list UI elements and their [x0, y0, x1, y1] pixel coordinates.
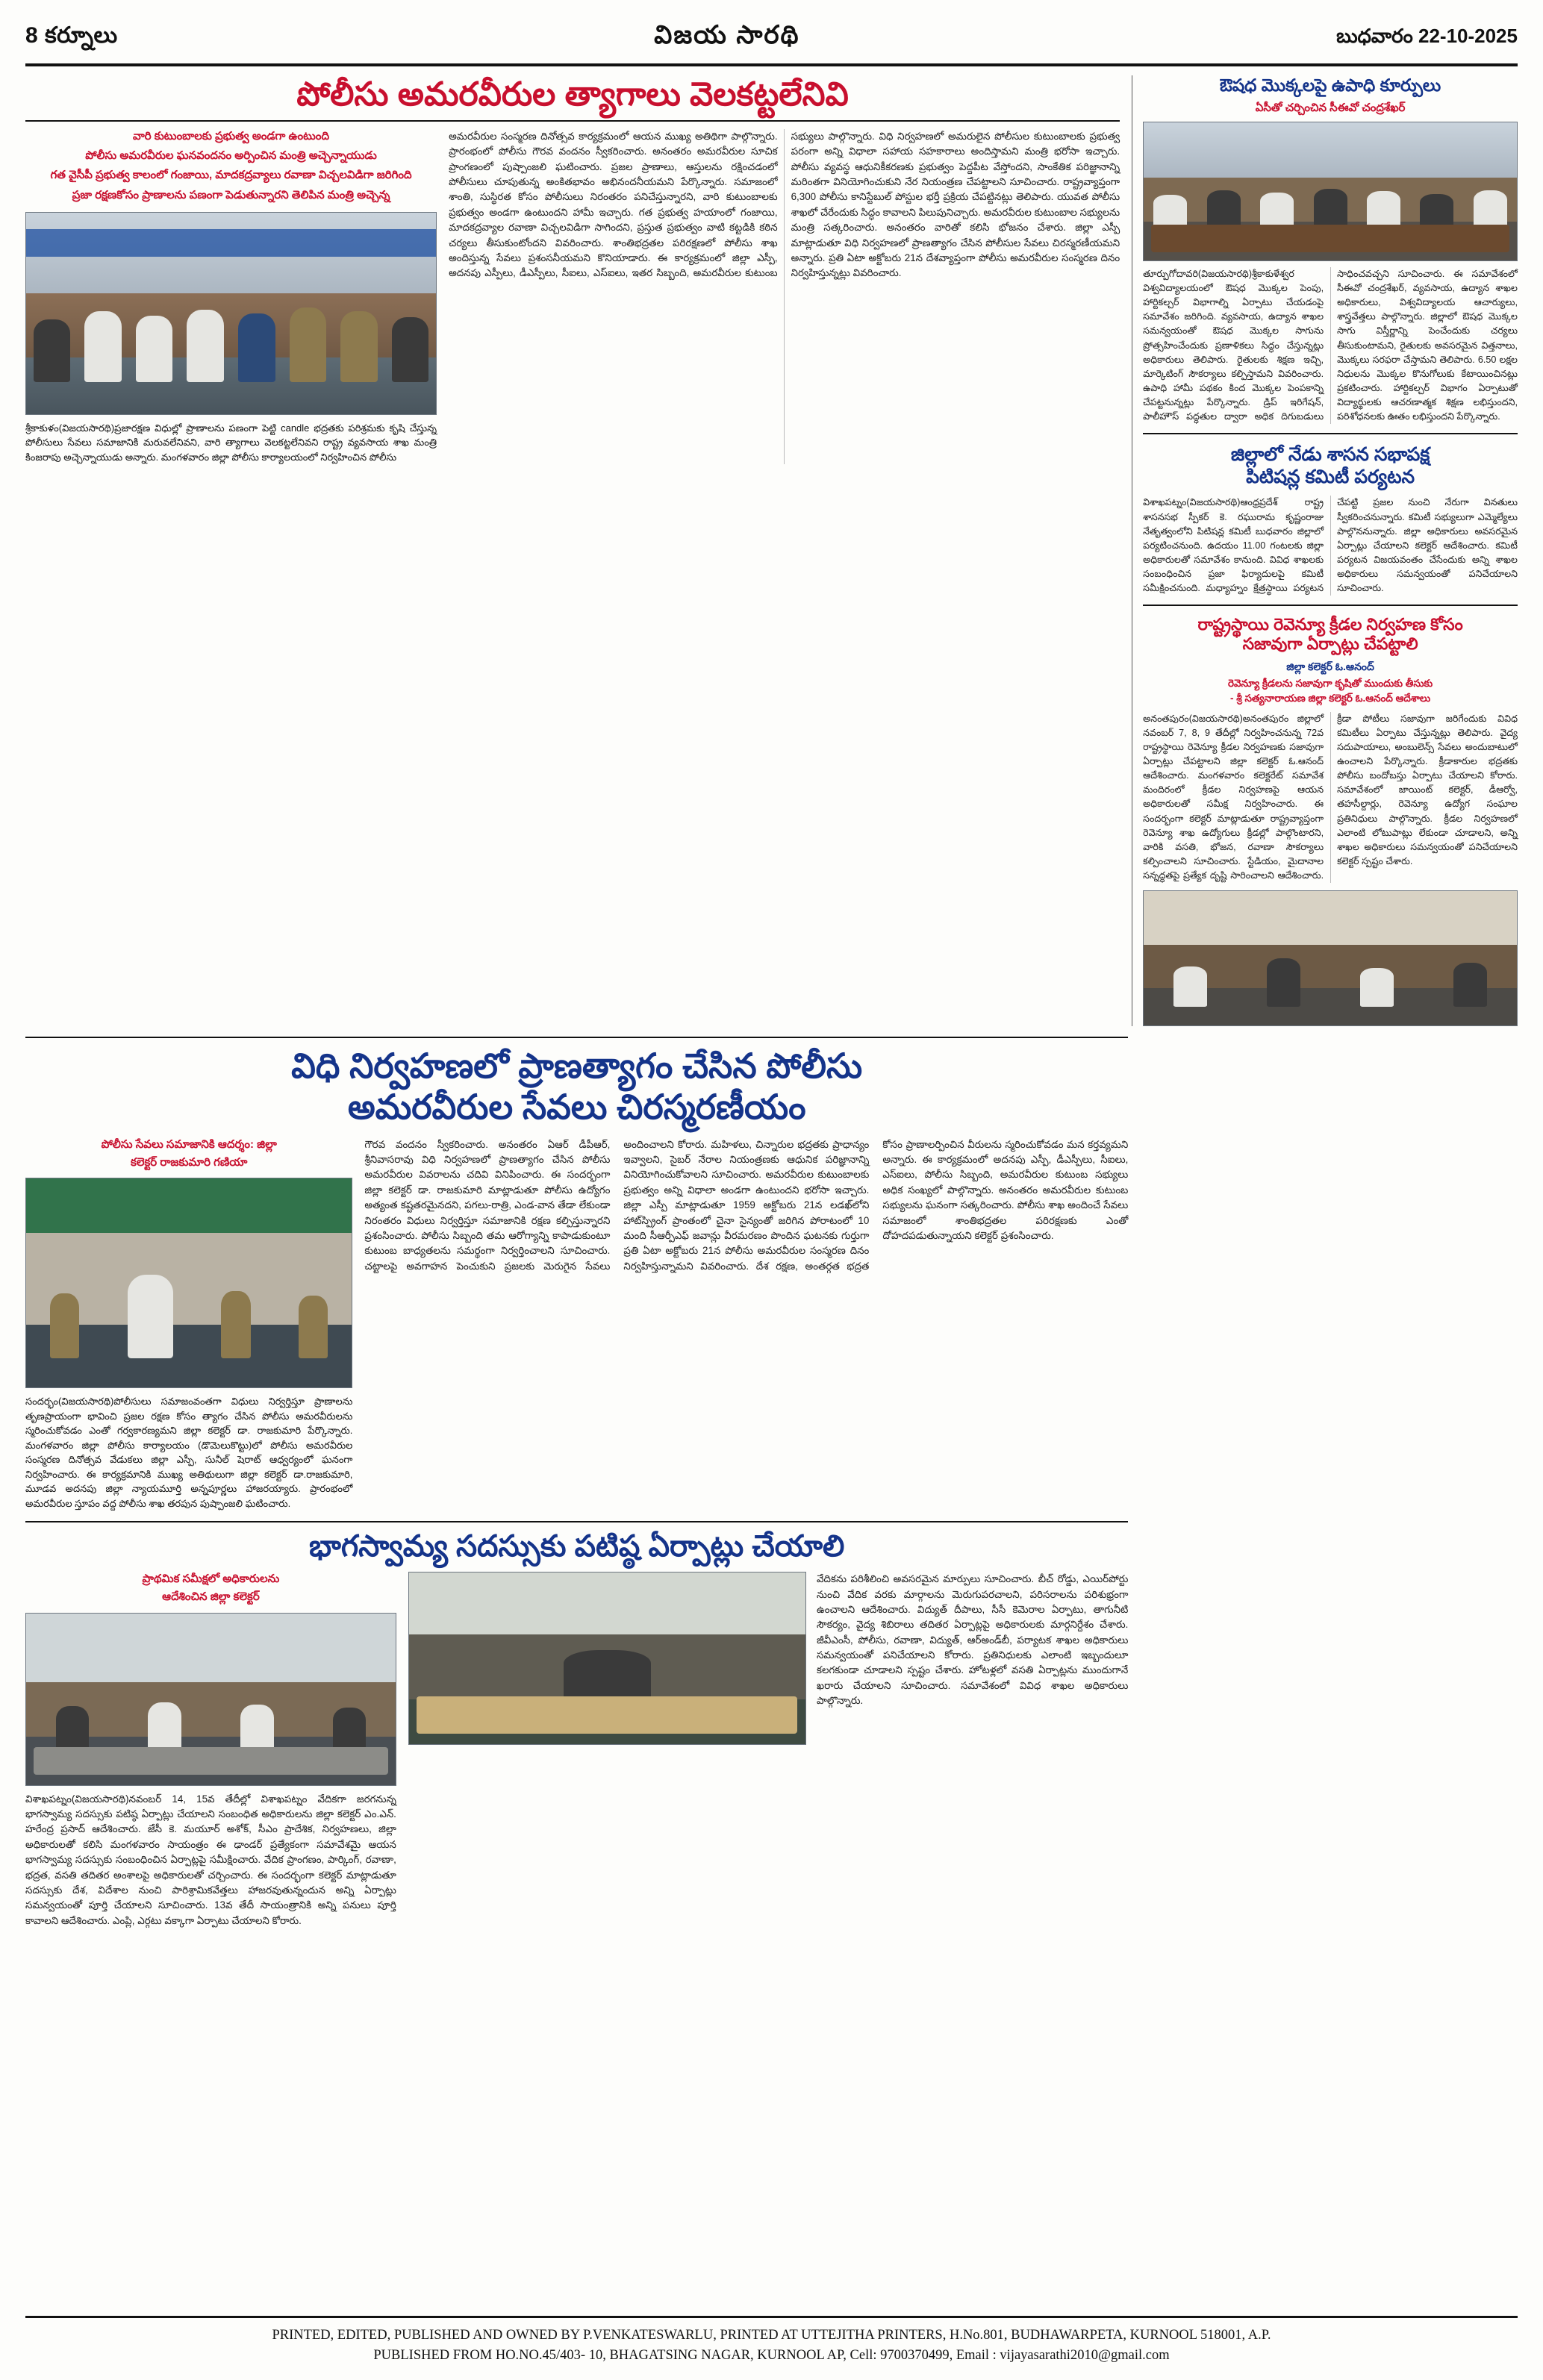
- article2-body: గౌరవ వందనం స్వీకరించారు. అనంతరం ఏఆర్ డీపీఆర్, శ్రీనివాసరావు విధి నిర్వహణలో ప్రాణత్యాగం చేసిన పోలీసు అమరవీరుల వివరాలను చదివి వినిపించారు. ఈ సందర్భంగా జిల్లా కలెక్టర్ డా. రాజకుమారి మాట్లాడుతూ పోలీసు ఉద్యోగం అత్యంత కష్టతరమైనదని, పగలు-రాత్రి, ఎండ-వాన తేడా లేకుండా నిరంతరం విధులు నిర్వర్తిస్తూ సమాజానికి రక్షణ కల్పిస్తున్నారని ప్రశంసించారు. పోలీసు సిబ్బంది తమ ఆరోగ్యాన్ని కాపాడుకుంటూ కుటుంబ బాధ్యతలను సమర్థంగా నిర్వర్తించాలని సూచించారు. చట్టాలపై అవగాహన పెంచుకుని ప్రజలకు మెరుగైన సేవలు అందించాలని కోరారు. మహిళలు, చిన్నారుల భద్రతకు ప్రాధాన్యం ఇవ్వాలని, సైబర్ నేరాల నియంత్రణకు ఆధునిక పరిజ్ఞానాన్ని వినియోగించుకోవాలని సూచించారు. అమరవీరుల కుటుంబాలకు ప్రభుత్వం అన్ని విధాలా అండగా ఉంటుందని భరోసా ఇచ్చారు. జిల్లా ఎస్పీ మాట్లాడుతూ 1959 అక్టోబరు 21న లడఖ్‌లోని హాట్‌స్ప్రింగ్ ప్రాంతంలో చైనా సైన్యంతో జరిగిన పోరాటంలో 10 మంది సీఆర్పీఎఫ్ జవాన్లు వీరమరణం పొందిన ఘటనకు గుర్తుగా ప్రతి ఏటా అక్టోబరు 21న పోలీసు అమరవీరుల సంస్మరణ దినం నిర్వహిస్తున్నామని వివరించారు. దేశ రక్షణ, అంతర్గత భద్రత కోసం ప్రాణాలర్పించిన వీరులను స్మరించుకోవడం మన కర్తవ్యమని అన్నారు. ఈ కార్యక్రమంలో అదనపు ఎస్పీ, డీఎస్పీలు, సీఐలు, ఎస్‌ఐలు, పోలీసు సిబ్బంది, అమరవీరుల కుటుంబ సభ్యులు అధిక సంఖ్యలో పాల్గొన్నారు. అనంతరం అమరవీరుల కుటుంబ సభ్యులను ఘనంగా సత్కరించారు. పోలీసు శాఖ అందించే సేవలు సమాజంలో శాంతిభద్రతల పరిరక్షణకు ఎంతో దోహదపడుతున్నాయని కలెక్టర్ ప్రశంసించారు.: [364, 1138, 1129, 1272]
- right-rail: [1132, 75, 1518, 1026]
- footer-imprint: [25, 2316, 1518, 2367]
- article2-headline-1: విధి నిర్వహణలో ప్రాణత్యాగం చేసిన పోలీసు: [291, 1046, 863, 1086]
- article4-body: తూర్పుగోదావరి(విజయసారథి)శ్రీకాకుళేశ్వర విశ్వవిద్యాలయంలో ఔషధ మొక్కల పెంపు, హార్టికల్చర్ విభాగాల్ని ఏర్పాటు చేయడంపై సమావేశం జరిగింది. వ్యవసాయ, ఉద్యాన శాఖల సమన్వయంతో ఔషధ మొక్కల సాగును ప్రోత్సహించేందుకు ప్రణాళికలు సిద్ధం చేస్తున్నట్లు అధికారులు తెలిపారు. రైతులకు శిక్షణ ఇచ్చి, మార్కెటింగ్ సౌకర్యాలు కల్పిస్తామని వివరించారు. ఉపాధి హామీ పథకం కింద మొక్కల పెంపకాన్ని చేపట్టనున్నట్లు పేర్కొన్నారు. డ్రిప్ ఇరిగేషన్, పాలీహౌస్ పద్ధతుల ద్వారా అధిక దిగుబడులు సాధించవచ్చని సూచించారు. ఈ సమావేశంలో సీఈవో చంద్రశేఖర్, వ్యవసాయ, ఉద్యాన శాఖల అధికారులు, విశ్వవిద్యాలయ ఆచార్యులు, శాస్త్రవేత్తలు పాల్గొన్నారు. జిల్లాలో ఔషధ మొక్కల సాగు విస్తీర్ణాన్ని పెంచేందుకు చర్యలు తీసుకుంటామని, రైతులకు అవసరమైన విత్తనాలు, మొక్కలు సరఫరా చేస్తామని తెలిపారు. 6.50 లక్షల నిధులను మొక్కల కొనుగోలుకు కేటాయించినట్లు ప్రకటించారు. హార్టికల్చర్ విభాగం ఏర్పాటుతో విద్యార్థులకు ఆచరణాత్మక శిక్షణ లభిస్తుందని, పరిశోధనలకు ఊతం లభిస్తుందని పేర్కొన్నారు.: [1143, 268, 1518, 422]
- article1-subhead-1: వారి కుటుంబాలకు ప్రభుత్వ అండగా ఉంటుంది: [133, 129, 330, 143]
- article-partnership-summit: [25, 1521, 1128, 1928]
- top-section: [25, 75, 1518, 1026]
- article2-photo-caption: సందర్భం(విజయసారథి)పోలీసులు సమాజంవంతగా విధులు నిర్వర్తిస్తూ ప్రాణాలను తృణప్రాయంగా భావించి ప్రజల రక్షణ కోసం త్యాగం చేసిన పోలీసు అమరవీరులను స్మరించుకోవడం ఎంతో గర్వకారణ్యమని జిల్లా కలెక్టర్ డా. రాజకుమారి పేర్కొన్నారు. మంగళవారం జిల్లా పోలీసు కార్యాలయం (డొమెలుకొట్టు)లో పోలీసు అమరవీరుల సంస్మరణ దినోత్సవ వేడుకలు జిల్లా ఎస్పీ, సునీల్ షెరాట్ ఆధ్వర్యంలో ఘనంగా నిర్వహించారు. ఈ కార్యక్రమానికి ముఖ్య అతిథులుగా జిల్లా కలెక్టర్ డా.రాజకుమారి, మూడవ అదనపు జిల్లా న్యాయమూర్తి అన్నపూర్ణలు హాజరయ్యారు. ప్రారంభంలో అమరవీరుల స్తూపం వద్ద పోలీసు శాఖ తరపున పుష్పాంజలి ఘటించారు.: [25, 1396, 353, 1509]
- middle-section: [25, 1037, 1518, 1511]
- article3-photo-left: [25, 1613, 396, 1786]
- bottom-section: [25, 1521, 1518, 1928]
- footer-line-2: PUBLISHED FROM HO.NO.45/403- 10, BHAGATSING NAGAR, KURNOOL AP, Cell: 9700370499, Email : vijayasarathi2010@gmail.com: [373, 2348, 1170, 2364]
- article5-headline-2: పిటిషన్ల కమిటీ పర్యటన: [1246, 466, 1415, 488]
- footer-line-1: PRINTED, EDITED, PUBLISHED AND OWNED BY P.VENKATESWARLU, PRINTED AT UTTEJITHA PRINTERS, H.No.801, BUDHAWARPETA, KURNOOL 518001, A.P.: [272, 2327, 1271, 2343]
- article5-headline-1: జిల్లాలో నేడు శాసన సభాపక్ష: [1230, 444, 1430, 466]
- article2-photo: [25, 1178, 352, 1388]
- article4-headline-1: ఔషధ మొక్కలపై ఉపాధి కూర్పులు: [1219, 75, 1441, 95]
- article5-body: విశాఖపట్నం(విజయసారథి)ఆంధ్రప్రదేశ్ రాష్ట్ర శాసనసభ స్పీకర్ కె. రఘురామ కృష్ణంరాజు నేతృత్వంలోని పిటిషన్ల కమిటీ బుధవారం జిల్లాలో పర్యటించనుంది. ఉదయం 11.00 గంటలకు జిల్లా అధికారులతో సమావేశం కానుంది. వివిధ శాఖలకు సంబంధించిన ప్రజా ఫిర్యాదులపై కమిటీ సమీక్షించనుంది. మధ్యాహ్నం క్షేత్రస్థాయి పర్యటన చేపట్టి ప్రజల నుంచి నేరుగా వినతులు స్వీకరించనున్నారు. కమిటీ సభ్యులుగా ఎమ్మెల్యేలు పాల్గొననున్నారు. జిల్లా అధికారులు అవసరమైన ఏర్పాట్లు చేయాలని కలెక్టర్ ఆదేశించారు. కమిటీ పర్యటన విజయవంతం చేసేందుకు అన్ని శాఖల అధికారులు సమన్వయంతో పనిచేయాలని సూచించారు.: [1143, 497, 1518, 594]
- article1-subhead-4: ప్రజా రక్షణకోసం ప్రాణాలను పణంగా పెడుతున్నారని తెలిపిన మంత్రి అచ్చెన్న: [72, 188, 390, 202]
- article1-body: అమరవీరుల సంస్మరణ దినోత్సవ కార్యక్రమంలో ఆయన ముఖ్య అతిథిగా పాల్గొన్నారు. ప్రారంభంలో పోలీసు గౌరవ వందనం స్వీకరించారు. అనంతరం అమరవీరుల సూచిక ప్రాంగణంలో పుష్పాంజలి ఘటించారు. ప్రజల ప్రాణాలు, ఆస్తులను రక్షించడంలో పోలీసులు చూపుతున్న అంకితభావం అభినందనీయమని పేర్కొన్నారు. సమాజంలో శాంతి, సుస్థిరత కోసం పోలీసులు నిరంతరం పనిచేస్తున్నారని, వారి కుటుంబాలకు ప్రభుత్వం అండగా ఉంటుందని హామీ ఇచ్చారు. గత ప్రభుత్వ హయాంలో గంజాయి, మాదకద్రవ్యాల రవాణా విచ్చలవిడిగా సాగిందని, ప్రస్తుత ప్రభుత్వం వాటి కట్టడికి కఠిన చర్యలు తీసుకుంటోందని వివరించారు. శాంతిభద్రతల పరిరక్షణలో పోలీసు శాఖ అందిస్తున్న సేవలు ప్రశంసనీయమని కొనియాడారు. ఈ కార్యక్రమంలో జిల్లా ఎస్పీ, అదనపు ఎస్పీలు, డీఎస్పీలు, సీఐలు, ఎస్‌ఐలు, ఇతర సిబ్బంది, అమరవీరుల కుటుంబ సభ్యులు పాల్గొన్నారు. విధి నిర్వహణలో అమరులైన పోలీసుల కుటుంబాలకు ప్రభుత్వ పరంగా అన్ని విధాలా సహాయ సహకారాలు అందిస్తామని మంత్రి భరోసా ఇచ్చారు. పోలీసు వ్యవస్థ ఆధునికీకరణకు ప్రభుత్వం పెద్దపీట వేస్తోందని, సాంకేతిక పరిజ్ఞానాన్ని మరింతగా వినియోగించుకుని నేర నియంత్రణ చేపట్టాలని సూచించారు. రాష్ట్రవ్యాప్తంగా 6,300 పోలీసు కానిస్టేబుల్ పోస్టుల భర్తీ ప్రక్రియ చేపట్టినట్లు తెలిపారు. యువత పోలీసు శాఖలో చేరేందుకు సిద్ధం కావాలని పిలుపునిచ్చారు. అమరవీరుల కుటుంబాల సభ్యులను మంత్రి సత్కరించారు. అనంతరం వారితో కలిసి భోజనం చేశారు. జిల్లా ఎస్పీ మాట్లాడుతూ విధి నిర్వహణలో ప్రాణత్యాగం చేసిన పోలీసుల సేవలు చిరస్మరణీయమని అన్నారు. ప్రతి ఏటా అక్టోబరు 21న దేశవ్యాప్తంగా పోలీసు అమరవీరుల సంస్మరణ దినం నిర్వహిస్తున్నట్లు వివరించారు.: [449, 130, 1120, 279]
- article3-subhead-2: ఆదేశించిన జిల్లా కలెక్టర్: [162, 1590, 260, 1604]
- article1-subhead-2: పోలీసు అమరవీరుల ఘనవందనం అర్పించిన మంత్రి అచ్చెన్నాయుడు: [85, 149, 377, 163]
- article6-photo: [1143, 890, 1518, 1026]
- article3-body-mid: వేదికను పరిశీలించి అవసరమైన మార్పులు సూచించారు. బీచ్ రోడ్డు, ఎయిర్‌పోర్టు నుంచి వేదిక వరకు మార్గాలను మెరుగుపరచాలని, పరిసరాలను పరిశుభ్రంగా ఉంచాలని ఆదేశించారు. విద్యుత్ దీపాలు, సీసీ కెమెరాల ఏర్పాటు, తాగునీటి సౌకర్యం, వైద్య శిబిరాలు తదితర ఏర్పాట్లపై అధికారులకు మార్గనిర్దేశం చేశారు. జీవీఎంసీ, పోలీసు, రవాణా, విద్యుత్, ఆర్‌అండ్‌బీ, పర్యాటక శాఖల అధికారులు సమన్వయంతో పనిచేయాలని కోరారు. ప్రతినిధులకు ఎలాంటి ఇబ్బందులూ కలగకుండా చూడాలని స్పష్టం చేశారు. హోటళ్లలో వసతి ఏర్పాట్లను ముందుగానే ఖరారు చేయాలని సూచించారు. సమావేశంలో వివిధ శాఖల అధికారులు పాల్గొన్నారు.: [817, 1573, 1129, 1707]
- article3-headline: భాగస్వామ్య సదస్సుకు పటిష్ఠ ఏర్పాట్లు చేయాలి: [308, 1530, 845, 1564]
- article1-photo-caption: శ్రీకాకుళం(విజయసారథి)ప్రజారక్షణ విధుల్లో ప్రాణాలను పణంగా పెట్టి candle భద్రతకు పరిశ్రమకు కృషి చేస్తున్న పోలీసులు సేవలు సమాజానికి మరువలేనివని, వారి త్యాగాలు వెలకట్టలేనివని రాష్ట్ర వ్యవసాయ శాఖ మంత్రి కింజరాపు అచ్చెన్నాయుడు అన్నారు. మంగళవారం జిల్లా పోలీసు కార్యాలయంలో నిర్వహించిన పోలీసు: [25, 422, 437, 463]
- page-number: 8 కర్నూలు: [25, 23, 118, 48]
- article6-body: అనంతపురం(విజయసారథి)అనంతపురం జిల్లాలో నవంబర్ 7, 8, 9 తేదీల్లో నిర్వహించనున్న 72వ రాష్ట్రస్థాయి రెవెన్యూ క్రీడల నిర్వహణకు సజావుగా ఏర్పాట్లు చేపట్టాలని జిల్లా కలెక్టర్ ఓ.ఆనంద్ ఆదేశించారు. మంగళవారం కలెక్టరేట్ సమావేశ మందిరంలో క్రీడల నిర్వహణపై ఆయన అధికారులతో సమీక్ష నిర్వహించారు. ఈ సందర్భంగా కలెక్టర్ మాట్లాడుతూ రాష్ట్రవ్యాప్తంగా రెవెన్యూ శాఖ ఉద్యోగులు క్రీడల్లో పాల్గొంటారని, వారికి వసతి, భోజన, రవాణా సౌకర్యాలు కల్పించాలని సూచించారు. స్టేడియం, మైదానాల సన్నద్ధతపై ప్రత్యేక దృష్టి సారించాలని ఆదేశించారు. క్రీడా పోటీలు సజావుగా జరిగేందుకు వివిధ కమిటీలు ఏర్పాటు చేస్తున్నట్లు తెలిపారు. వైద్య సదుపాయాలు, అంబులెన్స్ సేవలు అందుబాటులో ఉంచాలని పేర్కొన్నారు. క్రీడాకారుల భద్రతకు పోలీసు బందోబస్తు ఏర్పాటు చేయాలని కోరారు. సమావేశంలో జాయింట్ కలెక్టర్, డీఆర్వో, తహసీల్దార్లు, రెవెన్యూ ఉద్యోగ సంఘాల ప్రతినిధులు పాల్గొన్నారు. క్రీడల నిర్వహణలో ఎలాంటి లోటుపాట్లు లేకుండా చూడాలని, అన్ని శాఖల అధికారులు సమన్వయంతో పనిచేయాలని కలెక్టర్ స్పష్టం చేశారు.: [1143, 713, 1518, 881]
- article6-headline-1: రాష్ట్రస్థాయి రెవెన్యూ క్రీడల నిర్వహణ కోసం: [1197, 615, 1463, 634]
- article6-subhead-1: జిల్లా కలెక్టర్ ఓ.ఆనంద్: [1286, 660, 1374, 673]
- paper-name: విజయ సారథి: [654, 21, 800, 49]
- article-petitions-committee: [1143, 443, 1518, 596]
- article6-subhead-3: - శ్రీ సత్యనారాయణ జిల్లా కలెక్టర్ ఓ.ఆనంద్ ఆదేశాలు: [1230, 693, 1431, 705]
- article-revenue-sports: [1143, 615, 1518, 1026]
- article4-headline-2: ఏసీతో చర్చించిన సీఈవో చంద్రశేఖర్: [1255, 101, 1406, 114]
- publication-date: బుధవారం 22-10-2025: [1336, 25, 1518, 47]
- article3-body-left: విశాఖపట్నం(విజయసారథి)నవంబర్ 14, 15వ తేదీల్లో విశాఖపట్నం వేదికగా జరగనున్న భాగస్వామ్య సదస్సుకు పటిష్ఠ ఏర్పాట్లు చేయాలని సంబంధిత అధికారులను జిల్లా కలెక్టర్ ఎం.ఎన్. హరేంద్ర ప్రసాద్ ఆదేశించారు. జేసీ కె. మయూర్ అశోక్, సీఎం ప్రాదేశిక, నిర్వహణలు, జిల్లా అధికారులతో కలిసి మంగళవారం సాయంత్రం ఈ ఢాండర్ ప్రత్యేకంగా సమావేశమై ఆయన భాగస్వామ్య సదస్సుకు సంబంధించిన ఏర్పాట్లపై సమీక్షించారు. వేదిక ప్రాంగణం, పార్కింగ్, రవాణా, భద్రత, వసతి తదితర అంశాలపై అధికారులతో చర్చించారు. ఈ సందర్భంగా కలెక్టర్ మాట్లాడుతూ సదస్సుకు దేశ, విదేశాల నుంచి పారిశ్రామికవేత్తలు హాజరవుతున్నందున అన్ని ఏర్పాట్లు సమన్వయంతో పూర్తి చేయాలని సూచించారు. 13వ తేదీ సాయంత్రానికి అన్ని పనులు పూర్తి కావాలని ఆదేశించారు. ఎంప్లి, ఎర్గటు వక్కాగా ఏర్పాటు చేయాలని కోరారు.: [25, 1793, 396, 1926]
- article1-photo: [25, 212, 437, 415]
- article1-headline: పోలీసు అమరవీరుల త్యాగాలు వెలకట్టలేనివి: [296, 76, 849, 113]
- article3-subhead-1: ప్రాథమిక సమీక్షలో అధికారులను: [142, 1572, 280, 1586]
- article6-headline-2: సజావుగా ఏర్పాట్లు చేపట్టాలి: [1242, 634, 1418, 654]
- article2-subhead-2: కలెక్టర్ రాజకుమారి గణియా: [131, 1155, 248, 1169]
- article2-subhead-1: పోలీసు సేవలు సమాజానికి ఆదర్శం: జిల్లా: [101, 1137, 277, 1151]
- article-medicinal-plants: [1143, 75, 1518, 424]
- masthead: [25, 21, 1518, 66]
- article6-subhead-2: రెవెన్యూ క్రీడలను సజావుగా కృషితో ముందుకు తీసుకు: [1227, 678, 1433, 690]
- article3-photo-right: [408, 1572, 806, 1745]
- article-martyrs-services: [25, 1037, 1128, 1511]
- article1-subhead-3: గత వైసీపీ ప్రభుత్వ కాలంలో గంజాయి, మాదకద్రవ్యాలు రవాణా విచ్చలవిడిగా జరిగింది: [50, 169, 412, 182]
- article-police-martyrs: [25, 75, 1120, 1026]
- article4-photo: [1143, 122, 1518, 261]
- article2-headline-2: అమరవీరుల సేవలు చిరస్మరణీయం: [347, 1087, 806, 1127]
